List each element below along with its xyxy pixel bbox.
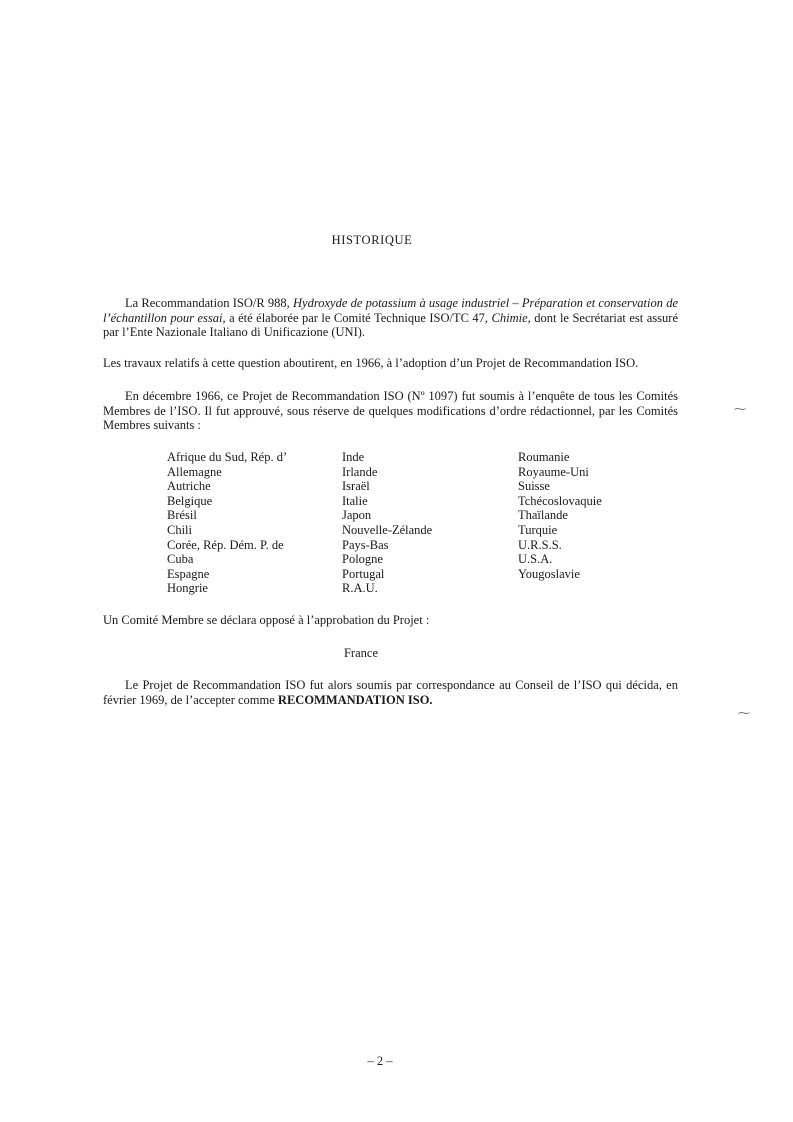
acceptance-status: RECOMMANDATION ISO. [277,692,433,707]
members-column-2 [342,450,432,596]
page-title: HISTORIQUE [331,233,413,247]
members-column-1 [167,450,287,596]
member-country: Roumanie [518,450,570,464]
intro-lead: La Recommandation ISO/R 988, [125,296,293,310]
member-country: Tchécoslovaquie [518,493,602,508]
margin-mark: ⁓ [734,402,746,416]
member-country: Pays-Bas [342,537,389,552]
member-country: Autriche [167,479,211,494]
member-country: Yougoslavie [518,566,580,581]
member-country: Japon [342,508,372,523]
opposing-member: France [343,646,378,660]
paragraph-adoption [103,356,678,371]
member-country: Pologne [342,552,383,567]
members-column-3 [518,450,602,581]
paragraph-opposition [103,613,678,628]
paragraph-intro [103,296,678,340]
member-country: Royaume-Uni [518,464,589,479]
intro-document-title: Hydroxyde de potassium à usage industriel – Préparation et conservation de l’échantillon pour essai, [103,296,678,325]
member-country: Thaïlande [518,508,568,523]
member-country: Irlande [342,464,378,479]
intro-committee-name: Chimie, [491,310,531,325]
member-country: Italie [342,493,368,508]
page-number: – 2 – [367,1054,393,1068]
member-country: Chili [167,522,193,537]
member-country: Espagne [167,566,210,581]
member-country: Afrique du Sud, Rép. d’ [167,450,288,464]
member-country: Allemagne [167,464,222,479]
member-country: U.S.A. [518,552,553,567]
intro-mid: a été élaborée par le Comité Technique ISO/TC 47, [225,310,492,325]
member-country: Cuba [167,552,194,567]
member-country: Belgique [167,493,213,508]
margin-mark: ⁓ [738,706,750,720]
member-country: Portugal [342,566,385,581]
paragraph-acceptance [103,678,678,707]
member-country: Suisse [518,479,550,494]
member-country: R.A.U. [342,581,378,596]
intro-tail: dont le Secrétariat est assuré par l’Ente Nazionale Italiano di Unificazione (UNI). [103,310,678,339]
adoption-text: Les travaux relatifs à cette question aboutirent, en 1966, à l’adoption d’un Projet de Recommandation ISO. [103,356,639,370]
member-country: U.R.S.S. [518,537,562,552]
member-country: Brésil [167,508,197,523]
member-country: Nouvelle-Zélande [342,522,433,537]
inquiry-text: En décembre 1966, ce Projet de Recommandation ISO (Nº 1097) fut soumis à l’enquête de tous les Comités Membres de l’ISO. Il fut approuvé, sous réserve de quelques modifications d’ordre rédactionnel, par les Comités Membres suivants : [103,389,678,432]
member-country: Hongrie [167,581,208,596]
member-country: Corée, Rép. Dém. P. de [167,537,284,552]
opposition-text: Un Comité Membre se déclara opposé à l’approbation du Projet : [103,613,430,627]
member-country: Turquie [518,522,558,537]
paragraph-inquiry [103,389,678,433]
acceptance-lead: Le Projet de Recommandation ISO fut alors soumis par correspondance au Conseil de l’ISO qui décida, en février 1969, de l’accepter comme [103,678,678,707]
member-country: Israël [342,479,370,494]
member-country: Inde [342,450,365,464]
